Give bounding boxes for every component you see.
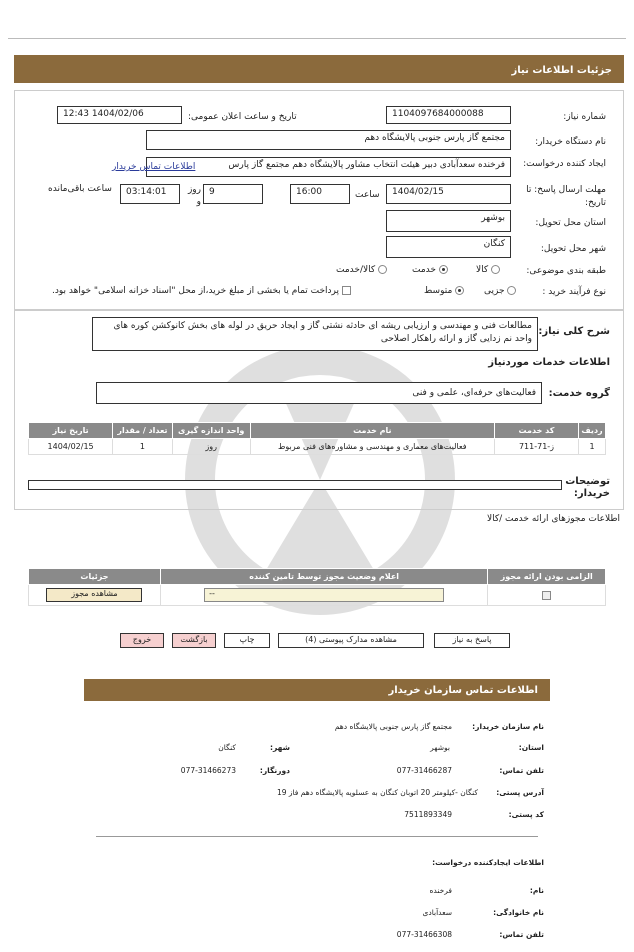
buyer-notes-field [28, 480, 562, 490]
col-header: اعلام وضعیت مجوز توسط تامین کننده [160, 569, 488, 585]
category-option-goods[interactable]: کالا [476, 265, 500, 275]
radio-icon [507, 286, 516, 295]
radio-icon [378, 265, 387, 274]
province-label: استان: [518, 743, 544, 752]
process-label: نوع فرآیند خرید : [542, 287, 606, 297]
services-title: اطلاعات خدمات موردنیاز [488, 357, 610, 368]
org-label: نام سازمان خریدار: [472, 722, 544, 731]
process-option-medium[interactable]: متوسط [424, 286, 464, 296]
category-option-service[interactable]: خدمت [412, 265, 448, 275]
service-group-field: فعالیت‌های حرفه‌ای، علمی و فنی [96, 382, 542, 404]
checkbox-icon [342, 286, 351, 295]
radio-selected-icon [439, 265, 448, 274]
exit-button[interactable]: خروج [120, 633, 164, 648]
col-header: تاریخ نیاز [29, 423, 113, 439]
col-header: جزئیات [29, 569, 161, 585]
buyer-notes-label: توضیحات خریدار: [565, 476, 610, 499]
table-row [29, 585, 606, 606]
fax-label: دورنگار: [259, 766, 290, 775]
address-label: آدرس پستی: [496, 788, 544, 797]
respond-button[interactable]: پاسخ به نیاز [434, 633, 510, 648]
remaining-field: 03:14:01 [120, 184, 180, 204]
deadline-date-field: 1404/02/15 [386, 184, 511, 204]
page-title: جزئیات اطلاعات نیاز [14, 55, 624, 83]
table-cell: ز-71-711 [494, 439, 578, 455]
category-option-both[interactable]: کالا/خدمت [336, 265, 387, 275]
province-field: بوشهر [386, 210, 511, 232]
attachments-button[interactable]: مشاهده مدارک پیوستی (4) [278, 633, 424, 648]
permits-table [28, 568, 606, 606]
table-cell: 1404/02/15 [29, 439, 113, 455]
time-label: ساعت [355, 190, 380, 200]
print-button[interactable]: چاپ [224, 633, 270, 648]
fax-value: 077-31466273 [180, 766, 236, 775]
deadline-label: مهلت ارسال پاسخ: تا تاریخ: [526, 185, 606, 208]
name-label: نام: [529, 886, 544, 895]
services-table [28, 422, 606, 455]
postal-label: کد پستی: [508, 810, 544, 819]
days-field: 9 [203, 184, 263, 204]
col-header: کد خدمت [494, 423, 578, 439]
buyer-contact-link[interactable]: اطلاعات تماس خریدار [112, 162, 196, 172]
days-label: روز و [187, 185, 201, 207]
contact-divider [96, 836, 538, 837]
permit-status-cell [160, 585, 488, 606]
treasury-payment-checkbox[interactable]: پرداخت تمام یا بخشی از مبلغ خرید،از محل "اسناد خزانه اسلامی" خواهد بود. [52, 286, 351, 296]
table-cell: روز [172, 439, 250, 455]
creator-info-title: اطلاعات ایجادکننده درخواست: [432, 858, 544, 867]
table-cell: 1 [579, 439, 606, 455]
back-button[interactable]: بازگشت [172, 633, 216, 648]
address-value: کنگان -کیلومتر 20 اتوبان کنگان به عسلویه پالایشگاه دهم فاز 19 [276, 788, 478, 797]
need-number-field: 1104097684000088 [386, 106, 511, 124]
category-label: طبقه بندی موضوعی: [526, 266, 606, 276]
org-value: مجتمع گاز پارس جنوبی پالایشگاه دهم [334, 722, 452, 731]
description-label: شرح کلی نیاز: [538, 326, 610, 337]
col-header: واحد اندازه گیری [172, 423, 250, 439]
city-field: کنگان [386, 236, 511, 258]
creator-phone-label: تلفن تماس: [499, 930, 544, 939]
city-value: کنگان [218, 743, 236, 752]
creator-phone-value: 077-31466308 [396, 930, 452, 939]
required-checkbox-cell [488, 585, 606, 606]
view-permit-cell [29, 585, 161, 606]
province-label: استان محل تحویل: [535, 218, 606, 228]
col-header: الزامی بودن ارائه مجوز [488, 569, 606, 585]
view-permit-button[interactable]: مشاهده مجوز [46, 588, 142, 602]
table-row [29, 439, 606, 455]
table-cell: 1 [113, 439, 173, 455]
family-value: سعدآبادی [422, 908, 452, 917]
phone-value: 077-31466287 [396, 766, 452, 775]
province-value: بوشهر [430, 743, 450, 752]
contact-title: اطلاعات تماس سازمان خریدار [84, 679, 550, 701]
creator-field: فرخنده سعدآبادی دبیر هیئت انتخاب مشاور پالایشگاه دهم مجتمع گاز پارس [146, 157, 511, 177]
city-label: شهر محل تحویل: [540, 244, 606, 254]
permit-status-field[interactable]: -- [204, 588, 444, 602]
buyer-label: نام دستگاه خریدار: [535, 137, 606, 147]
description-field: مطالعات فنی و مهندسی و ارزیابی ریشه ای حادثه نشتی گاز و ایجاد حریق در لوله های بخش کانوکشن کوره های واحد نم زدایی گاز و ارائه راهکار اصلاحی [92, 317, 538, 351]
need-number-label: شماره نیاز: [563, 112, 606, 122]
permits-title: اطلاعات مجوزهای ارائه خدمت /کالا [486, 514, 620, 524]
radio-icon [491, 265, 500, 274]
col-header: تعداد / مقدار [113, 423, 173, 439]
creator-label: ایجاد کننده درخواست: [523, 159, 606, 169]
radio-selected-icon [455, 286, 464, 295]
service-group-label: گروه خدمت: [548, 388, 610, 399]
deadline-time-field: 16:00 [290, 184, 350, 204]
announce-label: تاریخ و ساعت اعلان عمومی: [188, 112, 297, 122]
postal-value: 7511893349 [404, 810, 452, 819]
col-header: نام خدمت [250, 423, 494, 439]
name-value: فرخنده [429, 886, 452, 895]
checkbox-checked-icon [542, 591, 551, 600]
city-label: شهر: [270, 743, 290, 752]
top-divider [8, 38, 626, 39]
process-option-minor[interactable]: جزیی [484, 286, 516, 296]
announce-field: 1404/02/06 12:43 [57, 106, 182, 124]
col-header: ردیف [579, 423, 606, 439]
phone-label: تلفن تماس: [499, 766, 544, 775]
family-label: نام خانوادگی: [493, 908, 544, 917]
table-cell: فعالیت‌های معماری و مهندسی و مشاوره‌های فنی مربوط [250, 439, 494, 455]
remaining-label: ساعت باقی‌مانده [48, 184, 112, 194]
buyer-field: مجتمع گاز پارس جنوبی پالایشگاه دهم [146, 130, 511, 150]
